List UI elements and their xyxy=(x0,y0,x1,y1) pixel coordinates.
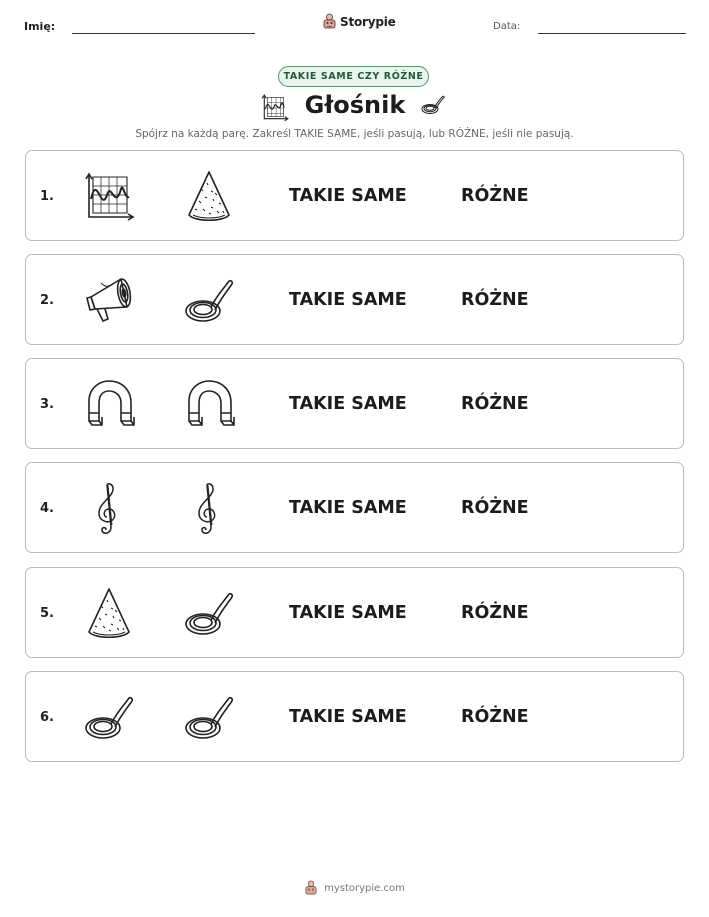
question-row-6 xyxy=(25,671,684,762)
option-same[interactable]: TAKIE SAME xyxy=(289,498,407,518)
question-row-1 xyxy=(25,150,684,241)
question-row-3 xyxy=(25,358,684,449)
option-same[interactable]: TAKIE SAME xyxy=(289,394,407,414)
page-title: Głośnik xyxy=(304,91,406,119)
question-row-2 xyxy=(25,254,684,345)
option-same[interactable]: TAKIE SAME xyxy=(289,290,407,310)
graph-icon xyxy=(81,169,137,225)
storypie-logo-icon xyxy=(304,880,318,896)
option-same[interactable]: TAKIE SAME xyxy=(289,603,407,623)
question-row-4 xyxy=(25,462,684,553)
horseshoe-magnet-icon xyxy=(81,377,137,433)
brand xyxy=(322,13,396,30)
option-different[interactable]: RÓŻNE xyxy=(461,186,529,206)
name-label: Imię: xyxy=(24,20,56,33)
horseshoe-magnet-icon xyxy=(181,377,237,433)
question-number: 3. xyxy=(40,397,54,412)
question-number: 2. xyxy=(40,293,54,308)
date-line[interactable] xyxy=(538,33,686,34)
instructions: Spójrz na każdą parę. Zakreśl TAKIE SAME, jeśli pasują, lub RÓŻNE, jeśli nie pasują. xyxy=(135,128,574,140)
question-number: 5. xyxy=(40,606,54,621)
megaphone-icon xyxy=(81,273,137,329)
coiled-wire-icon xyxy=(181,586,237,642)
coiled-wire-icon xyxy=(81,690,137,746)
cone-icon xyxy=(181,169,237,225)
title-coiled-wire-icon xyxy=(419,91,447,119)
footer xyxy=(0,880,709,896)
treble-clef-icon xyxy=(181,481,237,537)
option-different[interactable]: RÓŻNE xyxy=(461,394,529,414)
option-same[interactable]: TAKIE SAME xyxy=(289,707,407,727)
option-different[interactable]: RÓŻNE xyxy=(461,290,529,310)
worksheet-header xyxy=(0,0,709,50)
date-label: Data: xyxy=(493,21,521,32)
storypie-logo-icon xyxy=(322,13,337,30)
activity-badge: TAKIE SAME CZY RÓŻNE xyxy=(278,66,429,87)
option-different[interactable]: RÓŻNE xyxy=(461,603,529,623)
question-row-5 xyxy=(25,567,684,658)
title-graph-icon xyxy=(260,93,290,123)
name-line[interactable] xyxy=(72,33,255,34)
question-number: 6. xyxy=(40,710,54,725)
option-different[interactable]: RÓŻNE xyxy=(461,707,529,727)
question-number: 4. xyxy=(40,501,54,516)
question-number: 1. xyxy=(40,189,54,204)
brand-name: Storypie xyxy=(340,14,396,29)
footer-url[interactable]: mystorypie.com xyxy=(324,882,405,894)
option-different[interactable]: RÓŻNE xyxy=(461,498,529,518)
coiled-wire-icon xyxy=(181,273,237,329)
title-row xyxy=(0,91,709,125)
treble-clef-icon xyxy=(81,481,137,537)
option-same[interactable]: TAKIE SAME xyxy=(289,186,407,206)
cone-icon xyxy=(81,586,137,642)
coiled-wire-icon xyxy=(181,690,237,746)
